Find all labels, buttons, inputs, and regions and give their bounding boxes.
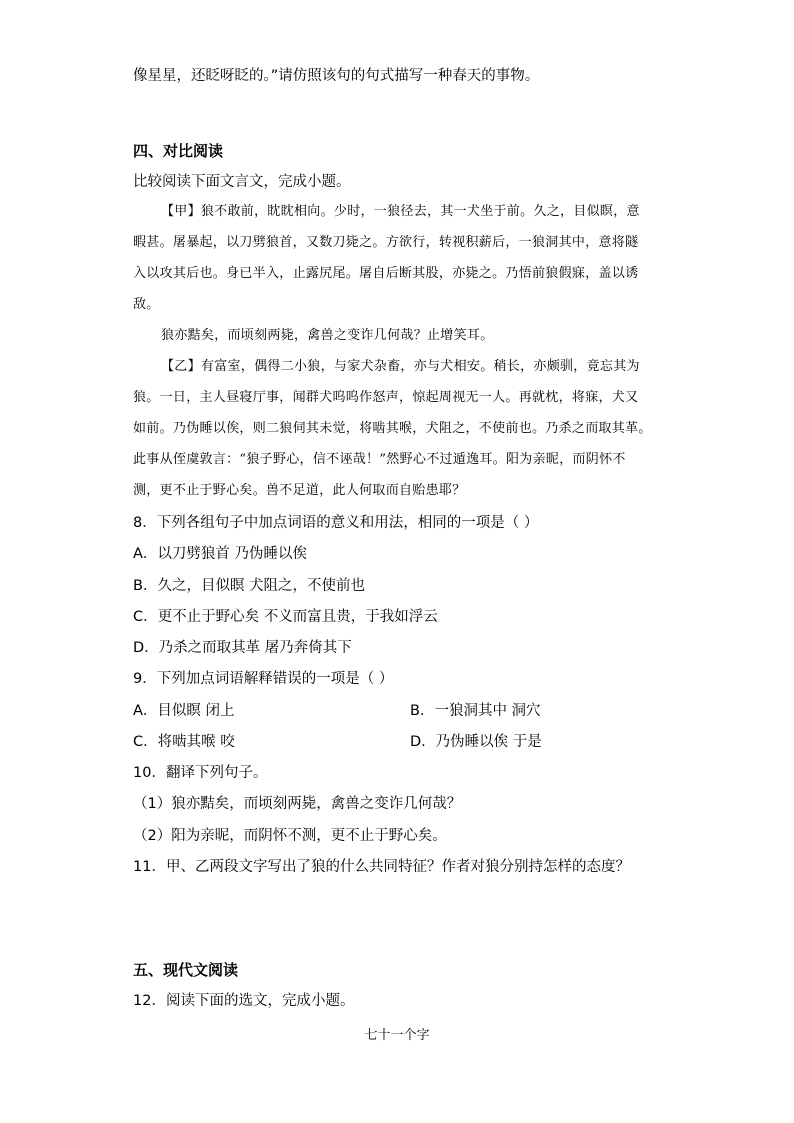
q9-option-a: A．目似瞑 闭上 — [133, 703, 235, 719]
section-4-instruction: 比较阅读下面文言文，完成小题。 — [133, 174, 351, 190]
passage-a-end-text: 狼亦黠矣，而顷刻两毙，禽兽之变诈几何哉？止增笑耳。 — [161, 328, 494, 343]
passage-a-line: 【甲】狼不敢前，眈眈相向。少时，一狼径去，其一犬坐于前。久之，目似瞑，意 — [161, 204, 640, 219]
q9-option-d: D．乃伪睡以俟 于是 — [410, 734, 542, 750]
q10-stem: 10．翻译下列句子。 — [133, 765, 268, 781]
intro-line: 像星星，还眨呀眨的。”请仿照该句的句式描写一种春天的事物。 — [133, 68, 540, 84]
passage-b-line: 测，更不止于野心矣。兽不足道，此人何取而自贻患耶？ — [133, 483, 466, 498]
section-5-heading: 五、现代文阅读 — [133, 961, 239, 979]
passage-b-line: 如前。乃伪睡以俟，则二狼伺其未觉，将啮其喉，犬阻之，不使前也。乃杀之而取其革。 — [133, 421, 652, 436]
passage-b-line: 狼。一日，主人昼寝厅事，闻群犬呜呜作怒声，惊起周视无一人。再就枕，将寐，犬又 — [133, 390, 639, 405]
q8-stem: 8．下列各组句子中加点词语的意义和用法，相同的一项是（ ） — [133, 515, 539, 531]
passage-a-line: 敌。 — [133, 297, 160, 312]
passage-b-line: 此事从侄虞敦言：“狼子野心，信不诬哉！”然野心不过遁逸耳。阳为亲昵，而阴怀不 — [133, 452, 626, 467]
q9-stem: 9．下列加点词语解释错误的一项是（ ） — [133, 671, 394, 687]
section-4-heading: 四、对比阅读 — [133, 142, 224, 160]
q8-option-a: A．以刀劈狼首 乃伪睡以俟 — [133, 546, 308, 562]
q10-sentence-1: （1）狼亦黠矣，而顷刻两毙，禽兽之变诈几何哉？ — [133, 796, 462, 812]
q11-stem: 11．甲、乙两段文字写出了狼的什么共同特征？作者对狼分别持怎样的态度？ — [133, 859, 630, 875]
q8-option-b: B．久之，目似瞑 犬阻之，不使前也 — [133, 578, 366, 594]
q8-option-c: C．更不止于野心矣 不义而富且贵，于我如浮云 — [133, 609, 438, 625]
passage-b-line: 【乙】有富室，偶得二小狼，与家犬杂畜，亦与犬相安。稍长，亦颇驯，竟忘其为 — [161, 359, 640, 374]
q9-option-b: B．一狼洞其中 洞穴 — [410, 703, 541, 719]
q10-sentence-2: （2）阳为亲昵，而阴怀不测，更不止于野心矣。 — [133, 828, 447, 844]
q8-option-d: D．乃杀之而取其革 屠乃奔倚其下 — [133, 640, 352, 656]
passage-a — [133, 202, 661, 315]
q12-stem: 12．阅读下面的选文，完成小题。 — [133, 993, 355, 1009]
passage-b — [133, 357, 661, 501]
passage-a-line: 暇甚。屠暴起，以刀劈狼首，又数刀毙之。方欲行，转视积薪后，一狼洞其中，意将隧 — [133, 235, 639, 250]
passage-a-line: 入以攻其后也。身已半入，止露尻尾。屠自后断其股，亦毙之。乃悟前狼假寐，盖以诱 — [133, 266, 639, 281]
q9-option-c: C．将啮其喉 咬 — [133, 734, 235, 750]
page-footer: 七十一个字 — [364, 1028, 430, 1043]
passage-a-end — [133, 326, 661, 346]
